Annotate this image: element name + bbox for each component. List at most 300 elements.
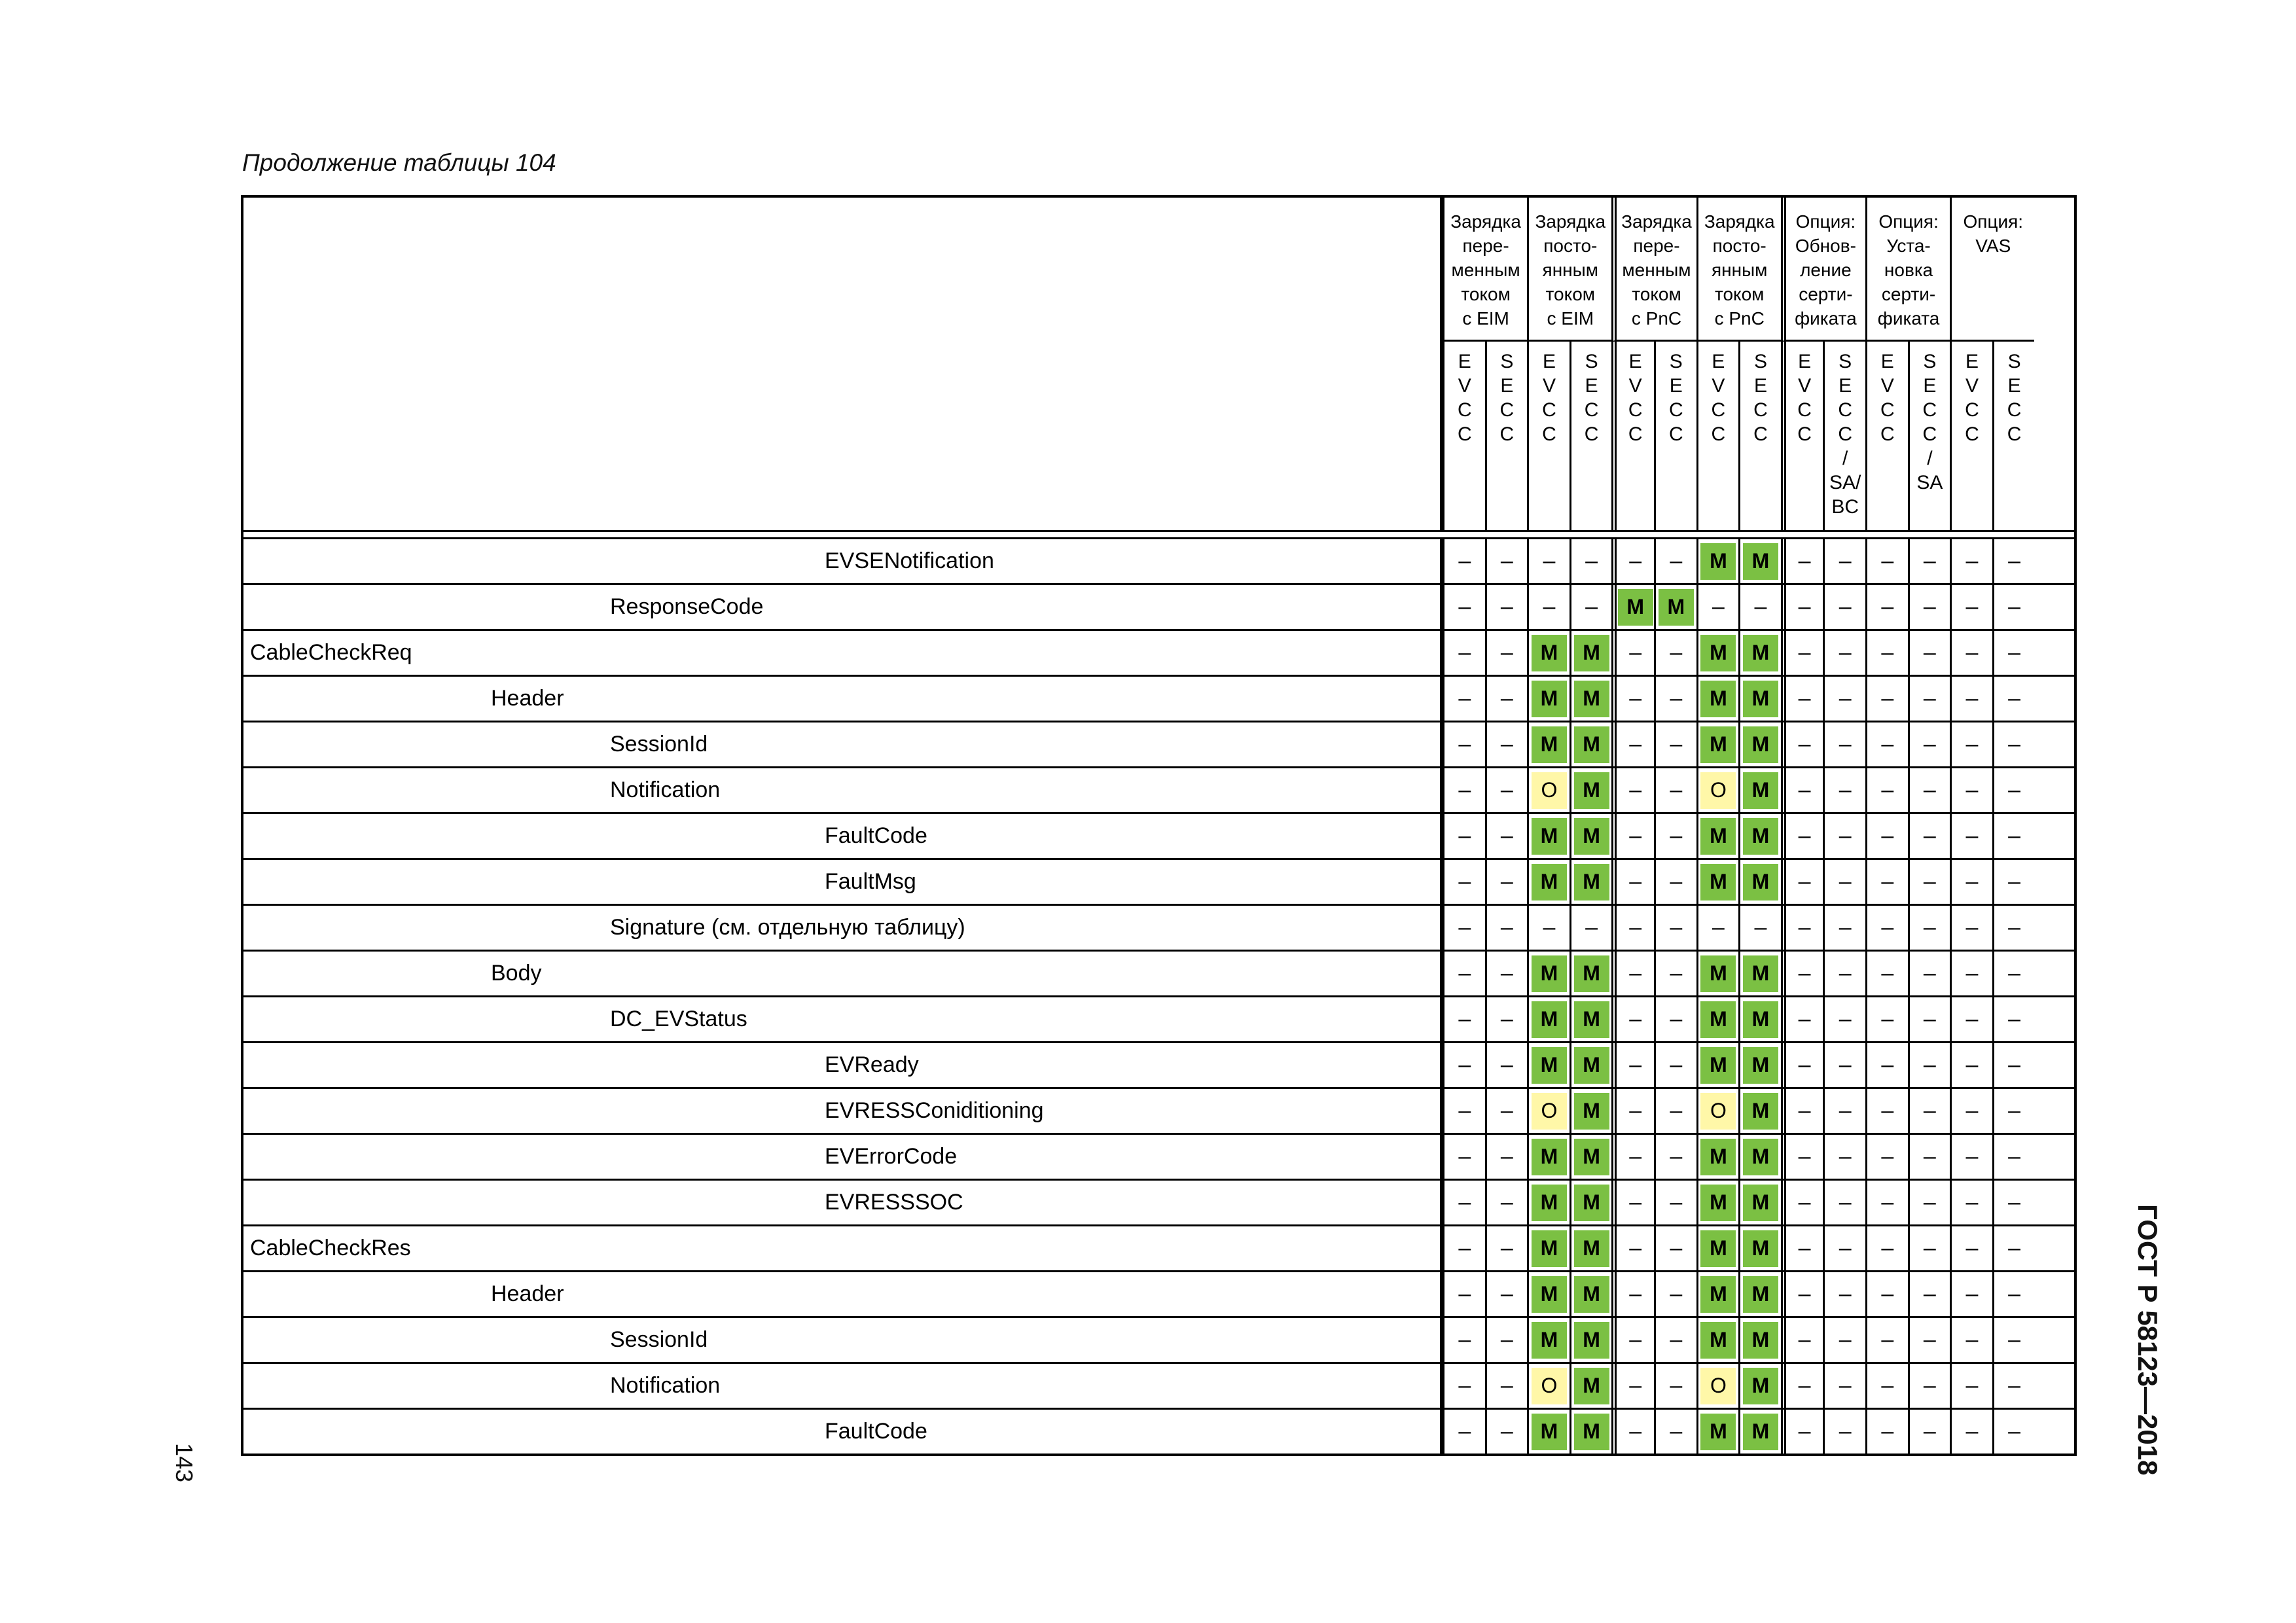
not-applicable-mark: – — [1798, 915, 1811, 940]
value-cell — [1781, 997, 1823, 1041]
mandatory-mark: M — [1532, 1414, 1567, 1450]
not-applicable-mark: – — [1839, 1007, 1852, 1031]
mandatory-mark: M — [1700, 1276, 1736, 1313]
not-applicable-mark: – — [1923, 1190, 1936, 1215]
mandatory-mark: M — [1574, 726, 1609, 763]
not-applicable-mark: – — [1500, 1052, 1513, 1077]
mandatory-mark: M — [1743, 1185, 1778, 1221]
row-label-cell — [243, 997, 1443, 1041]
table-row — [243, 631, 2074, 677]
table-row — [243, 1364, 2074, 1410]
not-applicable-mark: – — [1798, 640, 1811, 665]
row-label-cell — [243, 1226, 1443, 1270]
value-cell — [1908, 906, 1950, 950]
not-applicable-mark: – — [1881, 548, 1894, 573]
mandatory-mark: M — [1700, 1139, 1736, 1175]
not-applicable-mark: – — [2008, 1098, 2021, 1123]
value-cell — [1950, 814, 1992, 858]
value-cell — [1908, 677, 1950, 721]
value-cell — [1823, 997, 1865, 1041]
value-cell — [1527, 860, 1570, 904]
table-row — [243, 1318, 2074, 1364]
not-applicable-mark: – — [1458, 1419, 1471, 1444]
value-cell — [1696, 1226, 1739, 1270]
not-applicable-mark: – — [2008, 1419, 2021, 1444]
not-applicable-mark: – — [1798, 732, 1811, 757]
not-applicable-mark: – — [1965, 548, 1979, 573]
mandatory-mark: M — [1700, 818, 1736, 855]
not-applicable-mark: – — [1798, 777, 1811, 802]
value-cell — [1992, 1043, 2035, 1087]
not-applicable-mark: – — [2008, 640, 2021, 665]
value-cell — [1865, 906, 1908, 950]
mandatory-mark: M — [1743, 1368, 1778, 1404]
value-cell — [1992, 677, 2035, 721]
not-applicable-mark: – — [1923, 594, 1936, 619]
mandatory-mark: M — [1574, 1368, 1609, 1404]
not-applicable-mark: – — [1585, 548, 1598, 573]
value-cell — [1527, 1318, 1570, 1362]
not-applicable-mark: – — [1500, 869, 1513, 894]
mandatory-mark: M — [1700, 1001, 1736, 1038]
row-label: EVErrorCode — [825, 1144, 958, 1169]
table-row — [243, 539, 2074, 585]
mandatory-mark: M — [1532, 1001, 1567, 1038]
value-cell — [1865, 1135, 1908, 1179]
value-cell — [1950, 1181, 1992, 1224]
not-applicable-mark: – — [1500, 1098, 1513, 1123]
value-cell — [1781, 1181, 1823, 1224]
value-cell — [1611, 1410, 1654, 1454]
value-cell — [1696, 1410, 1739, 1454]
not-applicable-mark: – — [1629, 961, 1642, 986]
not-applicable-mark: – — [1881, 915, 1894, 940]
not-applicable-mark: – — [1881, 1281, 1894, 1306]
value-cell — [1485, 722, 1528, 766]
value-cell — [1443, 952, 1485, 995]
header-separator — [243, 530, 2074, 539]
value-cell — [1908, 1135, 1950, 1179]
not-applicable-mark: – — [1923, 686, 1936, 711]
not-applicable-mark: – — [1965, 915, 1979, 940]
value-cell — [1738, 631, 1781, 675]
not-applicable-mark: – — [1798, 1373, 1811, 1398]
value-cell — [1485, 677, 1528, 721]
value-cell — [1738, 1043, 1781, 1087]
sub-column-header: E V C C — [1950, 342, 1992, 530]
value-cell — [1527, 1135, 1570, 1179]
not-applicable-mark: – — [1839, 1052, 1852, 1077]
value-cell — [1865, 1043, 1908, 1087]
mandatory-mark: M — [1743, 543, 1778, 580]
not-applicable-mark: – — [1670, 869, 1683, 894]
value-cell — [1611, 997, 1654, 1041]
mandatory-mark: M — [1700, 635, 1736, 671]
not-applicable-mark: – — [2008, 1190, 2021, 1215]
not-applicable-mark: – — [1754, 915, 1767, 940]
not-applicable-mark: – — [2008, 1007, 2021, 1031]
not-applicable-mark: – — [1881, 869, 1894, 894]
not-applicable-mark: – — [1458, 732, 1471, 757]
row-label-cell — [243, 952, 1443, 995]
table-row — [243, 814, 2074, 860]
mandatory-mark: M — [1743, 1047, 1778, 1084]
row-label-cell — [243, 585, 1443, 629]
not-applicable-mark: – — [1458, 961, 1471, 986]
not-applicable-mark: – — [2008, 1327, 2021, 1352]
value-cell — [1527, 1089, 1570, 1133]
value-cell — [1992, 1181, 2035, 1224]
value-cell — [1485, 997, 1528, 1041]
not-applicable-mark: – — [1923, 732, 1936, 757]
not-applicable-mark: – — [1965, 1190, 1979, 1215]
value-cell — [1908, 585, 1950, 629]
mandatory-mark: M — [1574, 955, 1609, 992]
table-row — [243, 1089, 2074, 1135]
mandatory-mark: M — [1743, 818, 1778, 855]
not-applicable-mark: – — [1965, 777, 1979, 802]
sub-column-header: S E C C — [1485, 342, 1528, 530]
not-applicable-mark: – — [1839, 686, 1852, 711]
value-cell — [1654, 1410, 1696, 1454]
value-cell — [1781, 814, 1823, 858]
value-cell — [1738, 997, 1781, 1041]
value-cell — [1443, 1135, 1485, 1179]
value-cell — [1570, 814, 1612, 858]
value-cell — [1485, 1089, 1528, 1133]
not-applicable-mark: – — [1629, 1373, 1642, 1398]
mandatory-mark: M — [1574, 635, 1609, 671]
value-cell — [1485, 585, 1528, 629]
mandatory-mark: M — [1574, 1230, 1609, 1267]
value-cell — [1908, 1089, 1950, 1133]
value-cell — [1485, 1272, 1528, 1316]
value-cell — [1950, 1043, 1992, 1087]
not-applicable-mark: – — [2008, 823, 2021, 848]
value-cell — [1823, 1226, 1865, 1270]
not-applicable-mark: – — [1670, 548, 1683, 573]
not-applicable-mark: – — [1458, 548, 1471, 573]
mandatory-mark: M — [1700, 955, 1736, 992]
value-cell — [1570, 952, 1612, 995]
not-applicable-mark: – — [1965, 1007, 1979, 1031]
value-cell — [1611, 1318, 1654, 1362]
value-cell — [1654, 1226, 1696, 1270]
not-applicable-mark: – — [1965, 961, 1979, 986]
not-applicable-mark: – — [1754, 594, 1767, 619]
column-group-header: Зарядка посто- янным током с PnC — [1696, 198, 1781, 342]
sub-column-header: E V C C — [1527, 342, 1570, 530]
mandatory-mark: M — [1743, 864, 1778, 901]
document-id: ГОСТ Р 58123—2018 — [2132, 1204, 2163, 1476]
value-cell — [1738, 952, 1781, 995]
not-applicable-mark: – — [1965, 823, 1979, 848]
optional-mark: O — [1700, 772, 1736, 809]
not-applicable-mark: – — [1629, 823, 1642, 848]
value-cell — [1696, 1181, 1739, 1224]
value-cell — [1443, 677, 1485, 721]
not-applicable-mark: – — [1458, 823, 1471, 848]
value-cell — [1738, 1410, 1781, 1454]
not-applicable-mark: – — [1881, 732, 1894, 757]
value-cell — [1908, 1043, 1950, 1087]
not-applicable-mark: – — [1798, 1098, 1811, 1123]
not-applicable-mark: – — [1500, 1281, 1513, 1306]
not-applicable-mark: – — [1543, 594, 1556, 619]
value-cell — [1950, 1226, 1992, 1270]
mandatory-mark: M — [1743, 1001, 1778, 1038]
value-cell — [1654, 952, 1696, 995]
not-applicable-mark: – — [1923, 640, 1936, 665]
not-applicable-mark: – — [1923, 1327, 1936, 1352]
value-cell — [1781, 952, 1823, 995]
not-applicable-mark: – — [1965, 1052, 1979, 1077]
value-cell — [1992, 1089, 2035, 1133]
not-applicable-mark: – — [1629, 1327, 1642, 1352]
row-label: CableCheckReq — [250, 640, 412, 665]
value-cell — [1950, 1364, 1992, 1408]
value-cell — [1738, 677, 1781, 721]
not-applicable-mark: – — [1458, 640, 1471, 665]
value-cell — [1865, 814, 1908, 858]
not-applicable-mark: – — [1670, 1052, 1683, 1077]
value-cell — [1950, 585, 1992, 629]
mandatory-mark: M — [1532, 1139, 1567, 1175]
value-cell — [1865, 631, 1908, 675]
not-applicable-mark: – — [1881, 1327, 1894, 1352]
mandatory-mark: M — [1574, 681, 1609, 717]
value-cell — [1908, 768, 1950, 812]
value-cell — [1908, 860, 1950, 904]
column-group-header: Опция: Обнов- ление серти- фиката — [1781, 198, 1865, 342]
not-applicable-mark: – — [1839, 777, 1852, 802]
value-cell — [1485, 1410, 1528, 1454]
not-applicable-mark: – — [1839, 594, 1852, 619]
mandatory-mark: M — [1574, 1093, 1609, 1130]
not-applicable-mark: – — [1923, 1281, 1936, 1306]
value-cell — [1527, 1181, 1570, 1224]
mandatory-mark: M — [1574, 818, 1609, 855]
row-label: EVRESSSOC — [825, 1190, 963, 1215]
mandatory-mark: M — [1659, 589, 1694, 626]
row-label: Body — [491, 961, 542, 986]
value-cell — [1823, 1272, 1865, 1316]
mandatory-mark: M — [1743, 681, 1778, 717]
row-label: FaultCode — [825, 823, 927, 848]
not-applicable-mark: – — [1629, 1236, 1642, 1260]
value-cell — [1527, 1043, 1570, 1087]
not-applicable-mark: – — [2008, 686, 2021, 711]
value-cell — [1696, 539, 1739, 583]
value-cell — [1611, 585, 1654, 629]
table-row — [243, 722, 2074, 768]
value-cell — [1781, 722, 1823, 766]
value-cell — [1823, 1043, 1865, 1087]
not-applicable-mark: – — [1500, 961, 1513, 986]
not-applicable-mark: – — [1629, 1098, 1642, 1123]
value-cell — [1908, 539, 1950, 583]
not-applicable-mark: – — [1923, 869, 1936, 894]
mandatory-mark: M — [1743, 1414, 1778, 1450]
row-label: SessionId — [610, 732, 708, 757]
value-cell — [1485, 1318, 1528, 1362]
not-applicable-mark: – — [1839, 732, 1852, 757]
row-label-cell — [243, 1272, 1443, 1316]
value-cell — [1611, 860, 1654, 904]
value-cell — [1527, 1410, 1570, 1454]
mandatory-mark: M — [1532, 635, 1567, 671]
not-applicable-mark: – — [1965, 1281, 1979, 1306]
value-cell — [1781, 1089, 1823, 1133]
not-applicable-mark: – — [1798, 1327, 1811, 1352]
not-applicable-mark: – — [1500, 1190, 1513, 1215]
not-applicable-mark: – — [1839, 961, 1852, 986]
mandatory-mark: M — [1574, 1139, 1609, 1175]
sub-column-header: S E C C — [1992, 342, 2035, 530]
row-label-cell — [243, 1364, 1443, 1408]
not-applicable-mark: – — [1881, 1098, 1894, 1123]
mandatory-mark: M — [1532, 1322, 1567, 1359]
not-applicable-mark: – — [1500, 777, 1513, 802]
not-applicable-mark: – — [2008, 1281, 2021, 1306]
value-cell — [1527, 1226, 1570, 1270]
table-row — [243, 585, 2074, 631]
value-cell — [1611, 539, 1654, 583]
value-cell — [1527, 768, 1570, 812]
value-cell — [1443, 814, 1485, 858]
row-label: Signature (см. отдельную таблицу) — [610, 915, 965, 940]
not-applicable-mark: – — [1629, 915, 1642, 940]
value-cell — [1485, 860, 1528, 904]
value-cell — [1865, 585, 1908, 629]
value-cell — [1908, 1364, 1950, 1408]
table-row — [243, 860, 2074, 906]
not-applicable-mark: – — [1923, 961, 1936, 986]
not-applicable-mark: – — [2008, 777, 2021, 802]
value-cell — [1570, 1135, 1612, 1179]
not-applicable-mark: – — [1500, 732, 1513, 757]
not-applicable-mark: – — [1923, 1373, 1936, 1398]
not-applicable-mark: – — [1458, 1007, 1471, 1031]
not-applicable-mark: – — [1629, 686, 1642, 711]
mandatory-mark: M — [1574, 1322, 1609, 1359]
not-applicable-mark: – — [1965, 1327, 1979, 1352]
not-applicable-mark: – — [1839, 1419, 1852, 1444]
not-applicable-mark: – — [1881, 1419, 1894, 1444]
not-applicable-mark: – — [1670, 1190, 1683, 1215]
not-applicable-mark: – — [1881, 1236, 1894, 1260]
value-cell — [1654, 1043, 1696, 1087]
not-applicable-mark: – — [1712, 594, 1725, 619]
table-row — [243, 1043, 2074, 1089]
table-row — [243, 1272, 2074, 1318]
row-label: SessionId — [610, 1327, 708, 1352]
not-applicable-mark: – — [2008, 1236, 2021, 1260]
mandatory-mark: M — [1532, 1047, 1567, 1084]
value-cell — [1443, 539, 1485, 583]
value-cell — [1865, 1410, 1908, 1454]
not-applicable-mark: – — [1798, 686, 1811, 711]
value-cell — [1823, 631, 1865, 675]
column-group-header: Зарядка посто- янным током с EIM — [1527, 198, 1611, 342]
not-applicable-mark: – — [1839, 1098, 1852, 1123]
value-cell — [1908, 1410, 1950, 1454]
value-cell — [1738, 1135, 1781, 1179]
not-applicable-mark: – — [1965, 640, 1979, 665]
value-cell — [1738, 768, 1781, 812]
value-cell — [1485, 906, 1528, 950]
column-group-header: Опция: VAS — [1950, 198, 2034, 342]
mandatory-mark: M — [1743, 955, 1778, 992]
not-applicable-mark: – — [2008, 732, 2021, 757]
row-label-cell — [243, 768, 1443, 812]
table-row — [243, 1410, 2074, 1455]
value-cell — [1823, 722, 1865, 766]
not-applicable-mark: – — [1923, 548, 1936, 573]
value-cell — [1654, 906, 1696, 950]
value-cell — [1654, 539, 1696, 583]
mandatory-mark: M — [1532, 1185, 1567, 1221]
value-cell — [1823, 585, 1865, 629]
not-applicable-mark: – — [1881, 686, 1894, 711]
mandatory-mark: M — [1574, 1185, 1609, 1221]
not-applicable-mark: – — [1881, 1373, 1894, 1398]
value-cell — [1696, 722, 1739, 766]
value-cell — [1823, 677, 1865, 721]
value-cell — [1992, 585, 2035, 629]
value-cell — [1527, 1364, 1570, 1408]
row-label: Header — [491, 1281, 564, 1306]
not-applicable-mark: – — [1839, 1281, 1852, 1306]
value-cell — [1992, 631, 2035, 675]
value-cell — [1908, 631, 1950, 675]
value-cell — [1865, 722, 1908, 766]
mandatory-mark: M — [1743, 1276, 1778, 1313]
value-cell — [1950, 631, 1992, 675]
value-cell — [1443, 1272, 1485, 1316]
optional-mark: O — [1532, 1368, 1567, 1404]
not-applicable-mark: – — [1458, 1327, 1471, 1352]
not-applicable-mark: – — [1839, 1236, 1852, 1260]
optional-mark: O — [1700, 1368, 1736, 1404]
not-applicable-mark: – — [1881, 1007, 1894, 1031]
not-applicable-mark: – — [1798, 1236, 1811, 1260]
value-cell — [1570, 631, 1612, 675]
not-applicable-mark: – — [2008, 869, 2021, 894]
not-applicable-mark: – — [1965, 732, 1979, 757]
value-cell — [1908, 722, 1950, 766]
mandatory-mark: M — [1700, 1047, 1736, 1084]
not-applicable-mark: – — [1670, 1098, 1683, 1123]
value-cell — [1443, 1043, 1485, 1087]
not-applicable-mark: – — [1923, 823, 1936, 848]
row-label-cell — [243, 677, 1443, 721]
table-row — [243, 906, 2074, 952]
header-empty-cell — [243, 198, 1443, 530]
not-applicable-mark: – — [1500, 1327, 1513, 1352]
row-label: EVRESSConiditioning — [825, 1098, 1044, 1123]
not-applicable-mark: – — [1629, 640, 1642, 665]
not-applicable-mark: – — [1458, 777, 1471, 802]
not-applicable-mark: – — [1923, 1419, 1936, 1444]
mandatory-mark: M — [1743, 726, 1778, 763]
value-cell — [1570, 1272, 1612, 1316]
mandatory-mark: M — [1532, 681, 1567, 717]
value-cell — [1992, 539, 2035, 583]
value-cell — [1992, 814, 2035, 858]
value-cell — [1865, 1226, 1908, 1270]
not-applicable-mark: – — [1839, 1373, 1852, 1398]
